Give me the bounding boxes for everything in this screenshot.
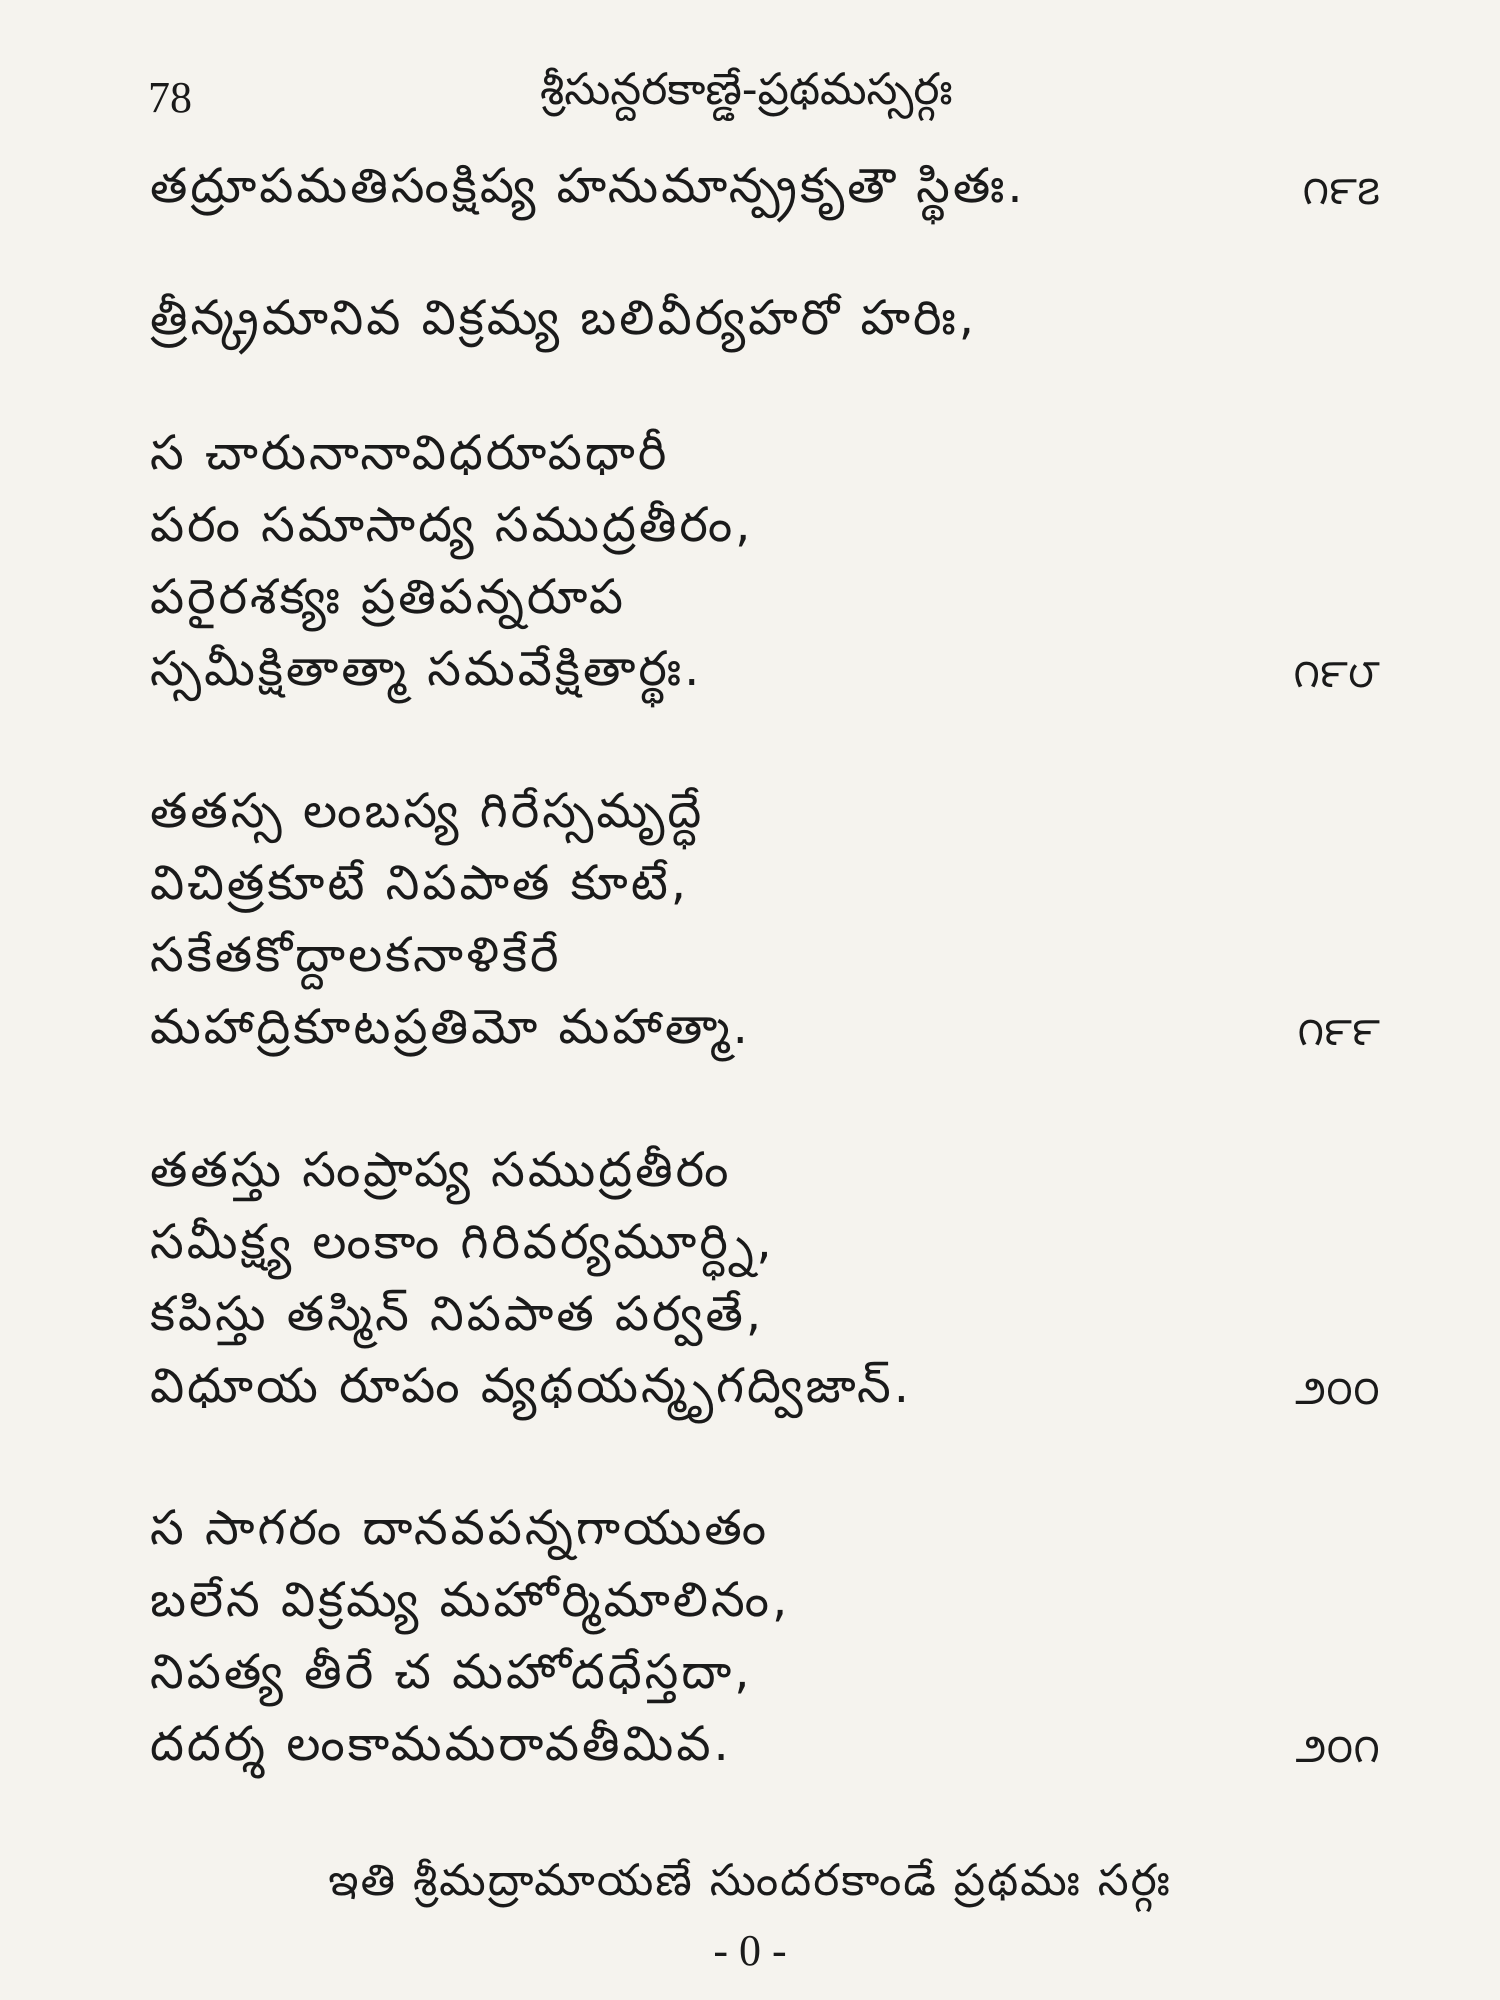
verse-line: పరం సమాసాద్య సముద్రతీరం, <box>150 497 754 553</box>
verse-line: త్రీన్క్రమానివ విక్రమ్య బలివీర్యహరో హరిః, <box>150 290 977 346</box>
verse-number: ౧౯౭ <box>1302 168 1380 214</box>
verse-line: స్సమీక్షితాత్మా సమవేక్షితార్థః. <box>150 641 703 697</box>
verse-line: తతస్తు సంప్రాప్య సముద్రతీరం <box>150 1142 732 1198</box>
verse-number: ౨౦౦ <box>1295 1368 1380 1414</box>
verse-line: తద్రూపమతిసంక్షిప్య హనుమాన్ప్రకృతౌ స్థితః. <box>150 158 1026 214</box>
verse-line: నిపత్య తీరే చ మహోదధేస్తదా, <box>150 1644 753 1700</box>
verse-line: సమీక్ష్య లంకాం గిరివర్యమూర్ధ్ని, <box>150 1214 775 1270</box>
verse-line: సకేతకోద్దాలకనాళికేరే <box>150 927 562 983</box>
verse-line: బలేన విక్రమ్య మహోర్మిమాలినం, <box>150 1572 791 1628</box>
verse-line: స సాగరం దానవపన్నగాయుతం <box>150 1500 770 1556</box>
verse-number: ౨౦౧ <box>1295 1726 1380 1772</box>
verse-line: కపిస్తు తస్మిన్ నిపపాత పర్వతే, <box>150 1286 765 1342</box>
verse-line: పరైరశక్యః ప్రతిపన్నరూప <box>150 569 627 625</box>
chapter-colophon: ఇతి శ్రీమద్రామాయణే సుందరకాండే ప్రథమః సర్గః <box>328 1855 1172 1906</box>
verse-line: మహాద్రికూటప్రతిమో మహాత్మా. <box>150 999 751 1055</box>
verse-line: విచిత్రకూటే నిపపాత కూటే, <box>150 855 690 911</box>
running-title: శ్రీసున్దరకాణ్డే-ప్రథమస్సర్గః <box>540 64 953 115</box>
page-number: 78 <box>148 73 192 122</box>
verse-number: ౧౯౮ <box>1293 651 1380 697</box>
verse-line: స చారునానావిధరూపధారీ <box>150 425 670 481</box>
verse-line: దదర్శ లంకామమరావతీమివ. <box>150 1716 732 1772</box>
verse-number: ౧౯౯ <box>1297 1009 1380 1055</box>
end-mark: - 0 - <box>713 1926 787 1975</box>
verse-line: తతస్స లంబస్య గిరేస్సమృద్ధే <box>150 783 705 839</box>
verse-line: విధూయ రూపం వ్యథయన్మృగద్విజాన్. <box>150 1358 912 1414</box>
